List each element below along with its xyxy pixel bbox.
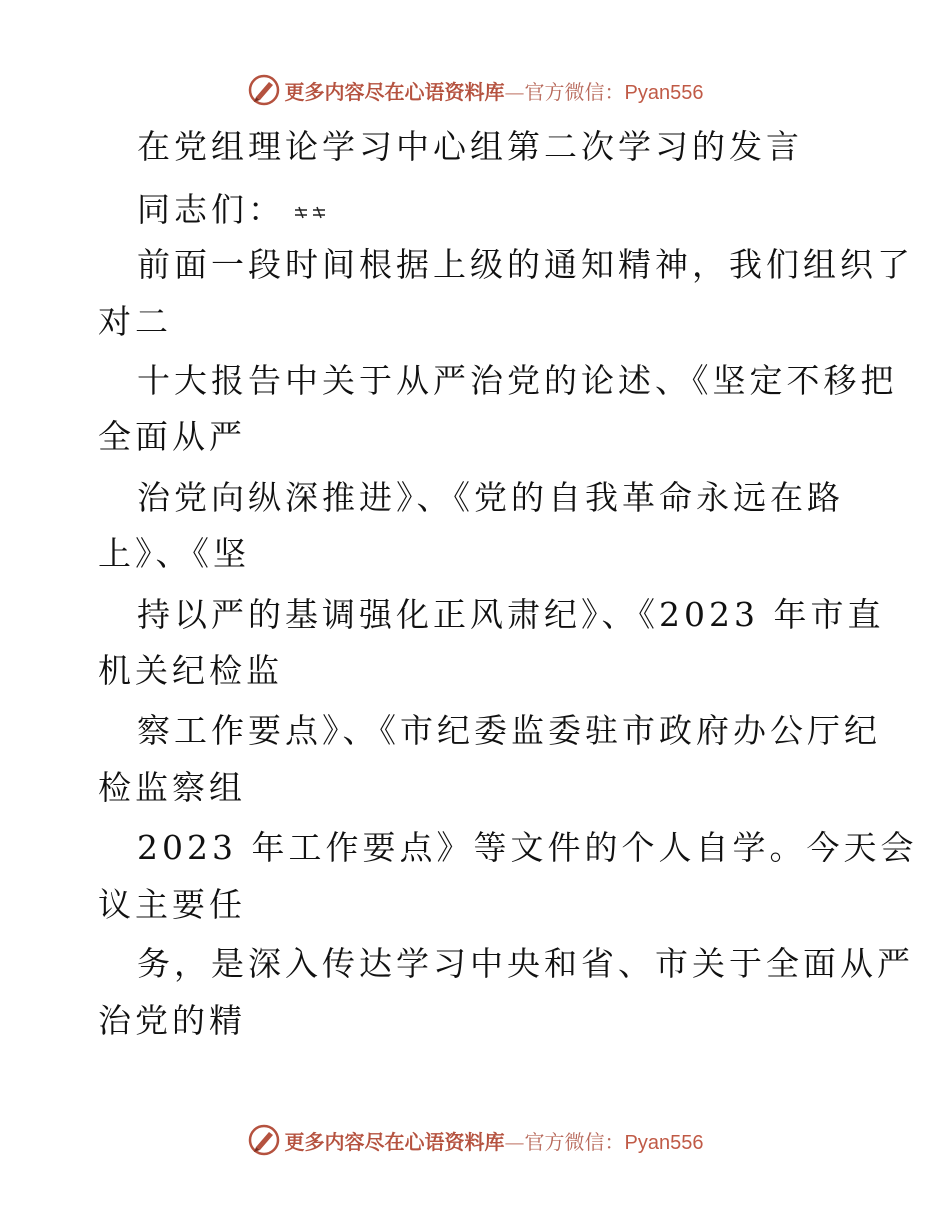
banner-wechat-id: Pyan556 [624,81,704,104]
paragraph-line: 上》、《坚 [98,534,250,573]
paragraph-line: 务，是深入传达学习中央和省、市关于全面从严 [137,944,914,983]
paragraph-line: 察工作要点》、《市纪委监委驻市政府办公厅纪 [137,711,881,750]
salutation-line [137,190,349,230]
banner-separator: — [504,79,525,104]
footer-banner [0,1120,950,1160]
paragraph-line: 检监察组 [98,768,246,807]
banner-text [285,76,704,105]
banner-wechat-id: Pyan556 [624,1131,704,1154]
pen-logo-icon [247,1123,281,1157]
banner-slogan: 更多内容尽在心语资料库 [284,79,505,104]
paragraph-line: 议主要任 [98,885,246,924]
banner-slogan: 更多内容尽在心语资料库 [284,1129,505,1154]
banner-wechat-label: 官方微信： [524,1129,625,1154]
salutation: 同志们： [137,190,285,229]
pen-logo-icon [247,73,281,107]
paragraph-line: 持以严的基调强化正风肃纪》、《2023 年市直 [137,595,885,634]
scribble-mark-icon [293,202,349,222]
paragraph-line: 治党向纵深推进》、《党的自我革命永远在路 [137,478,844,517]
paragraph-line: 全面从严 [98,417,246,456]
banner-wechat-label: 官方微信： [524,79,625,104]
paragraph-line: 机关纪检监 [98,651,283,690]
banner-separator: — [504,1129,525,1154]
paragraph-line: 2023 年工作要点》等文件的个人自学。今天会 [137,828,918,867]
paragraph-line: 对二 [98,302,172,341]
document-title: 在党组理论学习中心组第二次学习的发言 [137,127,803,166]
banner-text [285,1126,704,1155]
paragraph-line: 前面一段时间根据上级的通知精神，我们组织了 [137,245,914,284]
paragraph-line: 十大报告中关于从严治党的论述、《坚定不移把 [137,361,898,400]
header-banner [0,70,950,110]
paragraph-line: 治党的精 [98,1001,246,1040]
